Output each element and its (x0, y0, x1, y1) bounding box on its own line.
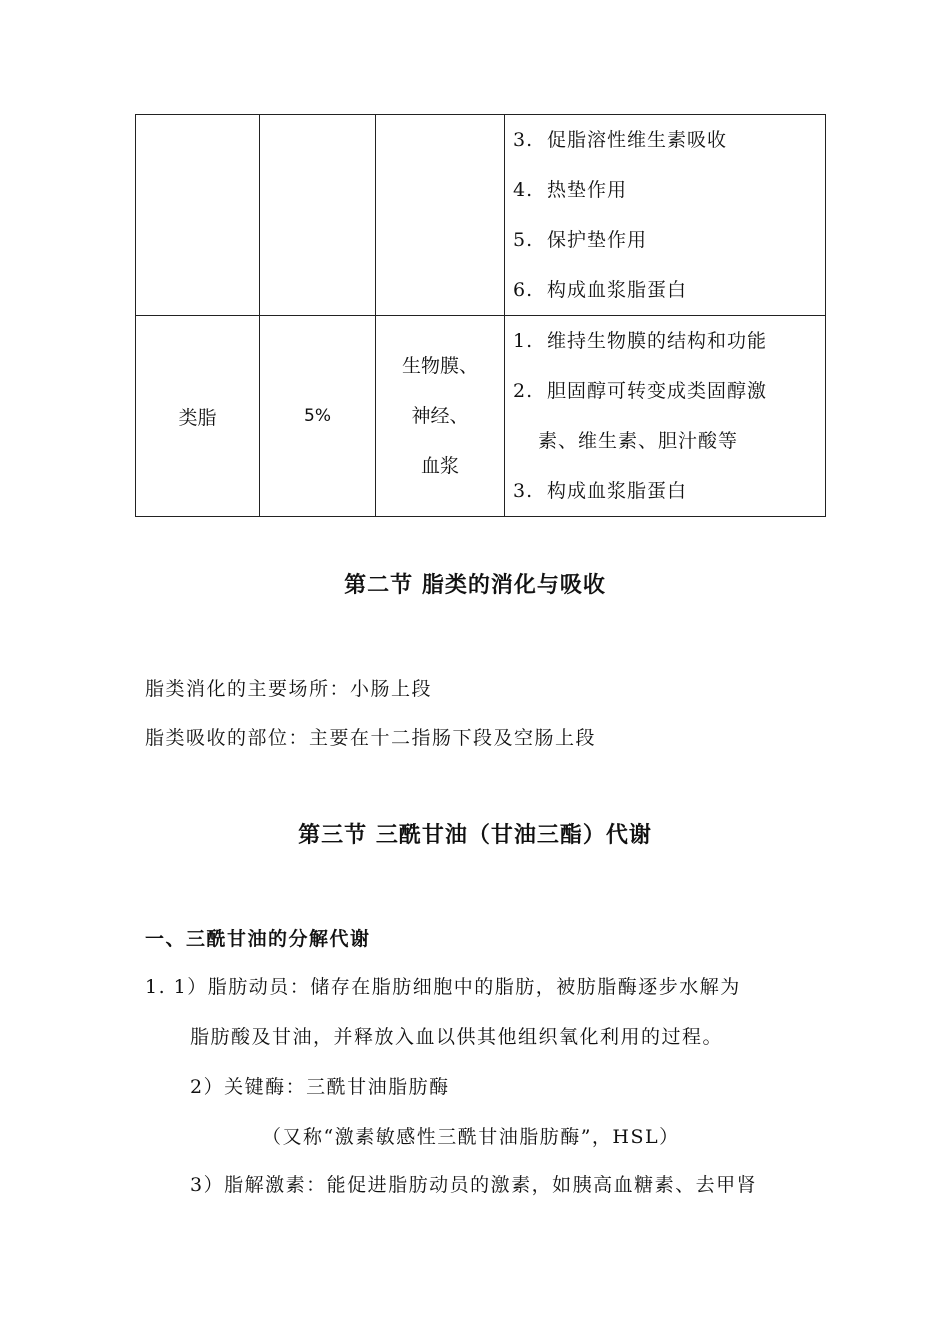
table-row (136, 316, 826, 517)
table-cell-functions (505, 316, 826, 517)
section-3-title: 第三节 三酰甘油（甘油三酯）代谢 (298, 822, 652, 848)
table-cell-functions (505, 115, 826, 316)
function-item: 1. 维持生物膜的结构和功能 (513, 330, 768, 352)
lipolytic-hormone-text: 3）脂解激素：能促进脂肪动员的激素，如胰高血糖素、去甲肾 (190, 1174, 758, 1196)
key-enzyme-text: 2）关键酶：三酰甘油脂肪酶 (190, 1076, 450, 1098)
fat-mobilization-line2: 脂肪酸及甘油，并释放入血以供其他组织氧化利用的过程。 (190, 1026, 724, 1048)
key-enzyme-note: （又称“激素敏感性三酰甘油脂肪酶”，HSL） (262, 1126, 680, 1148)
section-2-title: 第二节 脂类的消化与吸收 (344, 572, 606, 598)
table-cell-name: 类脂 (136, 316, 260, 517)
absorption-site-text: 脂类吸收的部位：主要在十二指肠下段及空肠上段 (145, 727, 597, 749)
function-item: 2. 胆固醇可转变成类固醇激 (513, 380, 768, 402)
table-cell-distribution: 生物膜、 神经、 血浆 (376, 316, 505, 517)
function-item: 3. 构成血浆脂蛋白 (513, 480, 688, 502)
lipid-function-table (135, 114, 826, 517)
table-cell-name (136, 115, 260, 316)
fat-mobilization-line1: 1. 1）脂肪动员：储存在脂肪细胞中的脂肪，被肪脂酶逐步水解为 (145, 976, 741, 998)
function-item-continuation: 素、维生素、胆汁酸等 (538, 430, 739, 452)
subheading-breakdown: 一、三酰甘油的分解代谢 (145, 928, 371, 950)
table-cell-percent: 5% (260, 316, 376, 517)
table-cell-percent (260, 115, 376, 316)
function-item: 3. 促脂溶性维生素吸收 (513, 129, 728, 151)
function-item: 5. 保护垫作用 (513, 229, 648, 251)
digestion-site-text: 脂类消化的主要场所：小肠上段 (145, 678, 433, 700)
function-item: 4. 热垫作用 (513, 179, 628, 201)
function-item: 6. 构成血浆脂蛋白 (513, 279, 688, 301)
table-cell-distribution (376, 115, 505, 316)
table-row (136, 115, 826, 316)
